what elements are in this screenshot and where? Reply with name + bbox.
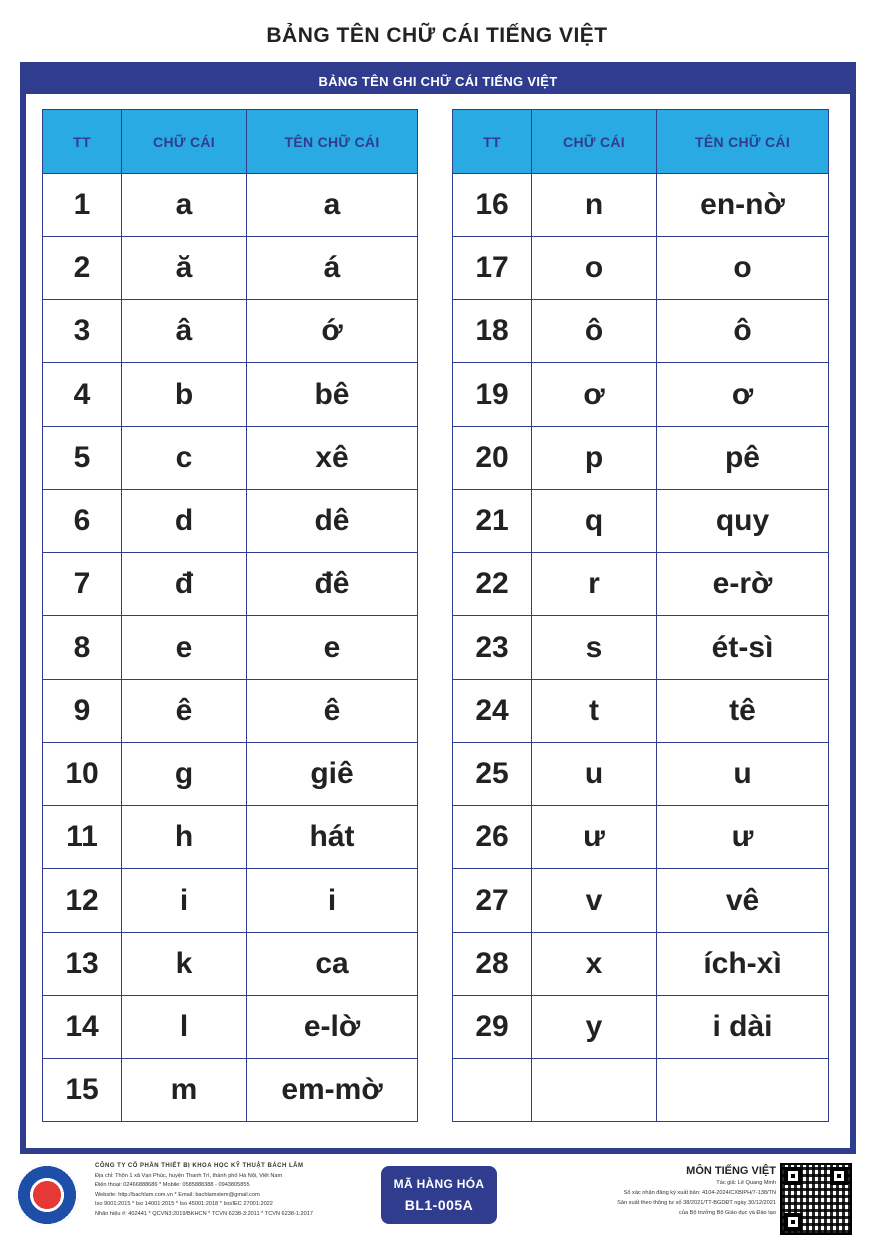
row-letter: g [122,743,247,806]
row-number: 7 [43,553,122,616]
table-row [43,869,418,933]
row-letter-name: xê [247,427,418,490]
company-logo [16,1164,78,1226]
row-letter: ơ [532,363,657,427]
row-letter-name: bê [247,363,418,427]
row-letter-name: e-lờ [247,996,418,1059]
row-letter-name: ô [657,300,829,363]
table-row [453,996,829,1059]
row-letter: ê [122,680,247,743]
table-row [43,1059,418,1122]
row-letter-name: đê [247,553,418,616]
table-row [453,680,829,743]
row-number: 15 [43,1059,122,1122]
row-number: 14 [43,996,122,1059]
page-title: BẢNG TÊN CHỮ CÁI TIẾNG VIỆT [266,24,608,47]
header-tt: TT [453,110,532,174]
row-number: 1 [43,174,122,237]
subject-line: Số xác nhận đăng ký xuất bản: 4104-2024/CXBIPH/7-138/TN [623,1190,776,1196]
company-line: Iso 9001:2015 * Iso 14001:2015 * Iso 45001:2018 * Iso/IEC 27001:2022 [95,1201,273,1208]
company-line: Nhãn hiệu #: 402441 * QCVN3:2019/BKHCN * TCVN 6238-3:2011 * TCVN 6238-1:2017 [95,1210,313,1217]
row-letter: ă [122,237,247,300]
row-number: 28 [453,933,532,996]
row-letter: r [532,553,657,616]
row-letter-name: ê [247,680,418,743]
table-row [453,553,829,616]
table-row [43,553,418,616]
row-number: 22 [453,553,532,616]
row-letter-name: tê [657,680,829,743]
row-letter: e [122,616,247,680]
row-letter: d [122,490,247,553]
row-letter-name: giê [247,743,418,806]
row-number: 16 [453,174,532,237]
row-number: 29 [453,996,532,1059]
company-line: Website: http://bachlam.com.vn * Email: bachlamstem@gmail.com [95,1191,260,1198]
row-number: 10 [43,743,122,806]
alphabet-table-right [452,109,829,1122]
row-letter: p [532,427,657,490]
row-letter-name: a [247,174,418,237]
row-letter: t [532,680,657,743]
row-letter: l [122,996,247,1059]
table-row [453,363,829,427]
qr-code-icon [780,1163,852,1235]
table-row [43,806,418,869]
row-letter-name: i dài [657,996,829,1059]
subject-info [516,1164,776,1218]
table-row [453,743,829,806]
product-code: BL1-005A [404,1197,474,1213]
row-letter: u [532,743,657,806]
row-letter-name: em-mờ [247,1059,418,1122]
row-number: 24 [453,680,532,743]
company-info [95,1162,325,1220]
row-letter [532,1059,657,1122]
row-number: 6 [43,490,122,553]
company-line: Địa chỉ: Thôn 1 xã Vạn Phúc, huyện Thanh Trì, thành phố Hà Nội, Việt Nam [95,1172,283,1179]
header-letter: CHỮ CÁI [122,110,247,174]
row-number: 25 [453,743,532,806]
qr-finder [830,1167,848,1185]
row-letter: q [532,490,657,553]
row-letter: n [532,174,657,237]
header-letter-name: TÊN CHỮ CÁI [247,110,418,174]
row-letter-name: hát [247,806,418,869]
table-row [453,1059,829,1122]
subject-line: Tác giả: Lê Quang Minh [716,1180,776,1186]
row-letter: i [122,869,247,933]
header-tt: TT [43,110,122,174]
row-letter-name: ớ [247,300,418,363]
row-letter: m [122,1059,247,1122]
footer [0,1158,874,1240]
row-letter: s [532,616,657,680]
subject-title: MÔN TIẾNG VIỆT [686,1165,776,1177]
row-letter-name: en-nờ [657,174,829,237]
table-row [43,427,418,490]
product-label: MÃ HÀNG HÓA [393,1177,485,1191]
company-line: Điện thoại: 02466888686 * Mobile: 0585888388 - 0943805855 [95,1182,250,1189]
row-letter-name: ơ [657,363,829,427]
row-letter-name: dê [247,490,418,553]
table-row [453,806,829,869]
table-row [453,933,829,996]
row-number: 5 [43,427,122,490]
banner-title: BẢNG TÊN GHI CHỮ CÁI TIẾNG VIỆT [26,68,850,94]
row-number: 27 [453,869,532,933]
row-letter-name: u [657,743,829,806]
table-row [453,869,829,933]
table-row [43,743,418,806]
row-letter: đ [122,553,247,616]
row-number: 13 [43,933,122,996]
row-letter: c [122,427,247,490]
table-row [43,300,418,363]
table-row [43,174,418,237]
row-letter-name: e-rờ [657,553,829,616]
row-letter-name: e [247,616,418,680]
row-number: 23 [453,616,532,680]
row-number: 8 [43,616,122,680]
row-letter: v [532,869,657,933]
table-row [453,490,829,553]
row-letter: â [122,300,247,363]
subject-line: của Bộ trưởng Bộ Giáo dục và Đào tạo [679,1210,776,1216]
row-letter-name: pê [657,427,829,490]
row-letter: y [532,996,657,1059]
table-row [43,490,418,553]
product-code-box [381,1166,497,1224]
table-row [43,996,418,1059]
row-letter: ư [532,806,657,869]
row-number: 2 [43,237,122,300]
row-letter: k [122,933,247,996]
header-letter: CHỮ CÁI [532,110,657,174]
alphabet-table-left [42,109,418,1122]
row-number: 4 [43,363,122,427]
row-number: 11 [43,806,122,869]
table-row [43,680,418,743]
row-letter-name: vê [657,869,829,933]
table-row [453,237,829,300]
row-number: 20 [453,427,532,490]
row-letter: h [122,806,247,869]
row-number: 17 [453,237,532,300]
table-row [453,616,829,680]
row-letter-name: ét-sì [657,616,829,680]
qr-finder [784,1167,802,1185]
header-letter-name: TÊN CHỮ CÁI [657,110,829,174]
row-number: 21 [453,490,532,553]
row-number: 9 [43,680,122,743]
row-letter-name [657,1059,829,1122]
row-letter: b [122,363,247,427]
row-letter: a [122,174,247,237]
row-number [453,1059,532,1122]
table-row [43,933,418,996]
subject-line: Sản xuất theo thông tư số 38/2021/TT-BGDĐT ngày 30/12/2021 [617,1200,776,1206]
table-row [453,427,829,490]
row-letter-name: o [657,237,829,300]
row-letter-name: ư [657,806,829,869]
table-row [43,616,418,680]
row-number: 3 [43,300,122,363]
row-number: 26 [453,806,532,869]
row-letter-name: ca [247,933,418,996]
qr-finder [784,1213,802,1231]
row-letter-name: i [247,869,418,933]
table-row [453,300,829,363]
row-letter: x [532,933,657,996]
table-row [453,174,829,237]
row-letter-name: ích-xì [657,933,829,996]
row-number: 19 [453,363,532,427]
row-number: 18 [453,300,532,363]
table-row [43,237,418,300]
row-letter: o [532,237,657,300]
row-letter-name: quy [657,490,829,553]
row-letter: ô [532,300,657,363]
table-row [43,363,418,427]
row-letter-name: á [247,237,418,300]
row-number: 12 [43,869,122,933]
company-name: CÔNG TY CỔ PHẦN THIẾT BỊ KHOA HỌC KỸ THUẬT BÁCH LÂM [95,1163,304,1169]
